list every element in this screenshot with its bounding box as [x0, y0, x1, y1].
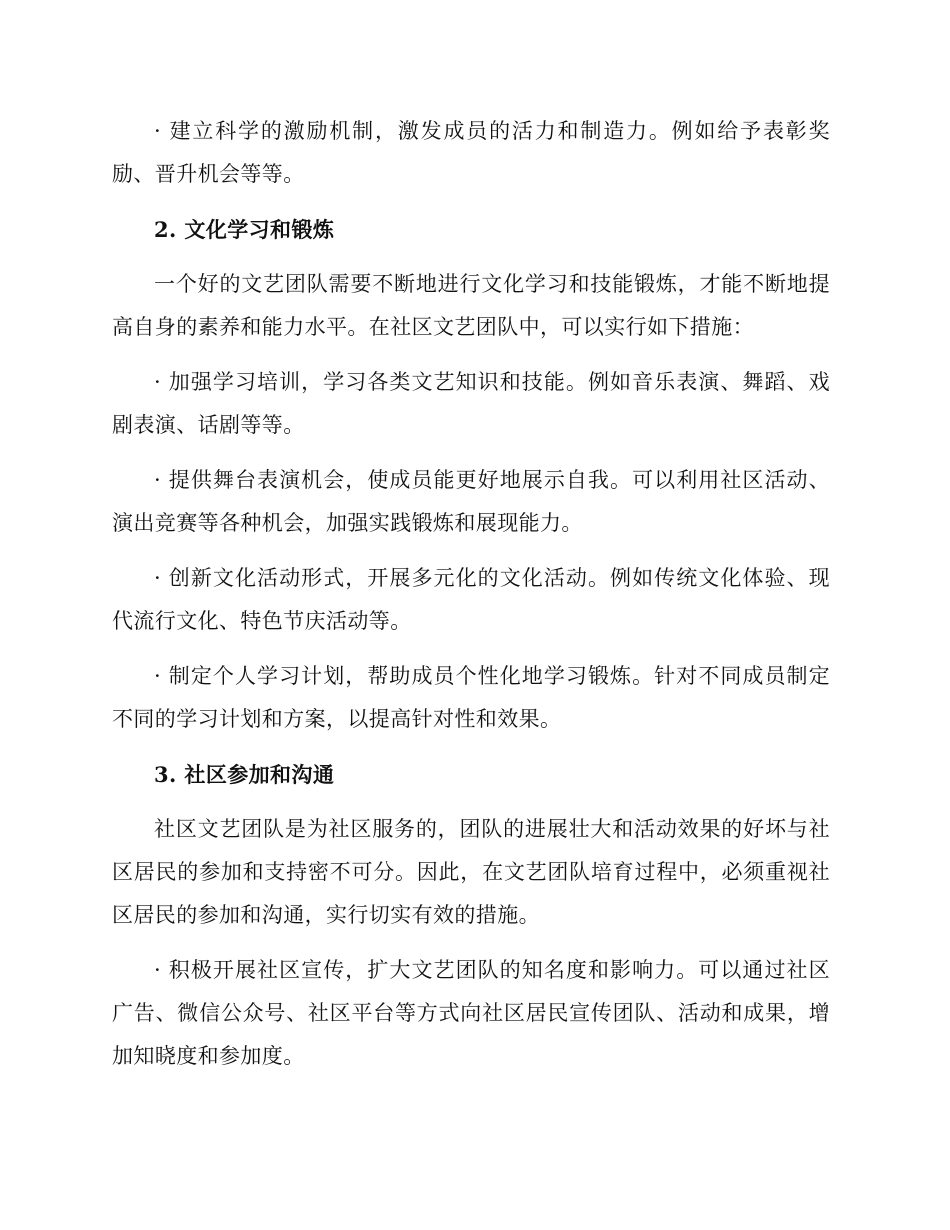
bullet-incentive-mechanism: · 建立科学的激励机制，激发成员的活力和制造力。例如给予表彰奖励、晋升机会等等。: [112, 119, 830, 186]
section-heading-culture-learning: 2. 文化学习和锻炼: [154, 217, 335, 242]
paragraph-culture-learning-intro: 一个好的文艺团队需要不断地进行文化学习和技能锻炼，才能不断地提高自身的素养和能力水平。在社区文艺团队中，可以实行如下措施：: [112, 272, 830, 339]
paragraph-community-participation-intro: 社区文艺团队是为社区服务的，团队的进展壮大和活动效果的好坏与社区居民的参加和支持密不可分。因此，在文艺团队培育过程中，必须重视社区居民的参加和沟通，实行切实有效的措施。: [112, 817, 830, 927]
bullet-training: · 加强学习培训，学习各类文艺知识和技能。例如音乐表演、舞蹈、戏剧表演、话剧等等。: [112, 370, 830, 437]
document-body: [112, 110, 830, 1090]
bullet-innovative-activities: · 创新文化活动形式，开展多元化的文化活动。例如传统文化体验、现代流行文化、特色节庆活动等。: [112, 566, 830, 633]
bullet-community-publicity: · 积极开展社区宣传，扩大文艺团队的知名度和影响力。可以通过社区广告、微信公众号、社区平台等方式向社区居民宣传团队、活动和成果，增加知晓度和参加度。: [112, 958, 830, 1068]
bullet-stage-opportunities: · 提供舞台表演机会，使成员能更好地展示自我。可以利用社区活动、演出竞赛等各种机会，加强实践锻炼和展现能力。: [112, 468, 830, 535]
section-heading-community-participation: 3. 社区参加和沟通: [154, 762, 335, 787]
bullet-personal-plan: · 制定个人学习计划，帮助成员个性化地学习锻炼。针对不同成员制定不同的学习计划和方案，以提高针对性和效果。: [112, 664, 830, 731]
